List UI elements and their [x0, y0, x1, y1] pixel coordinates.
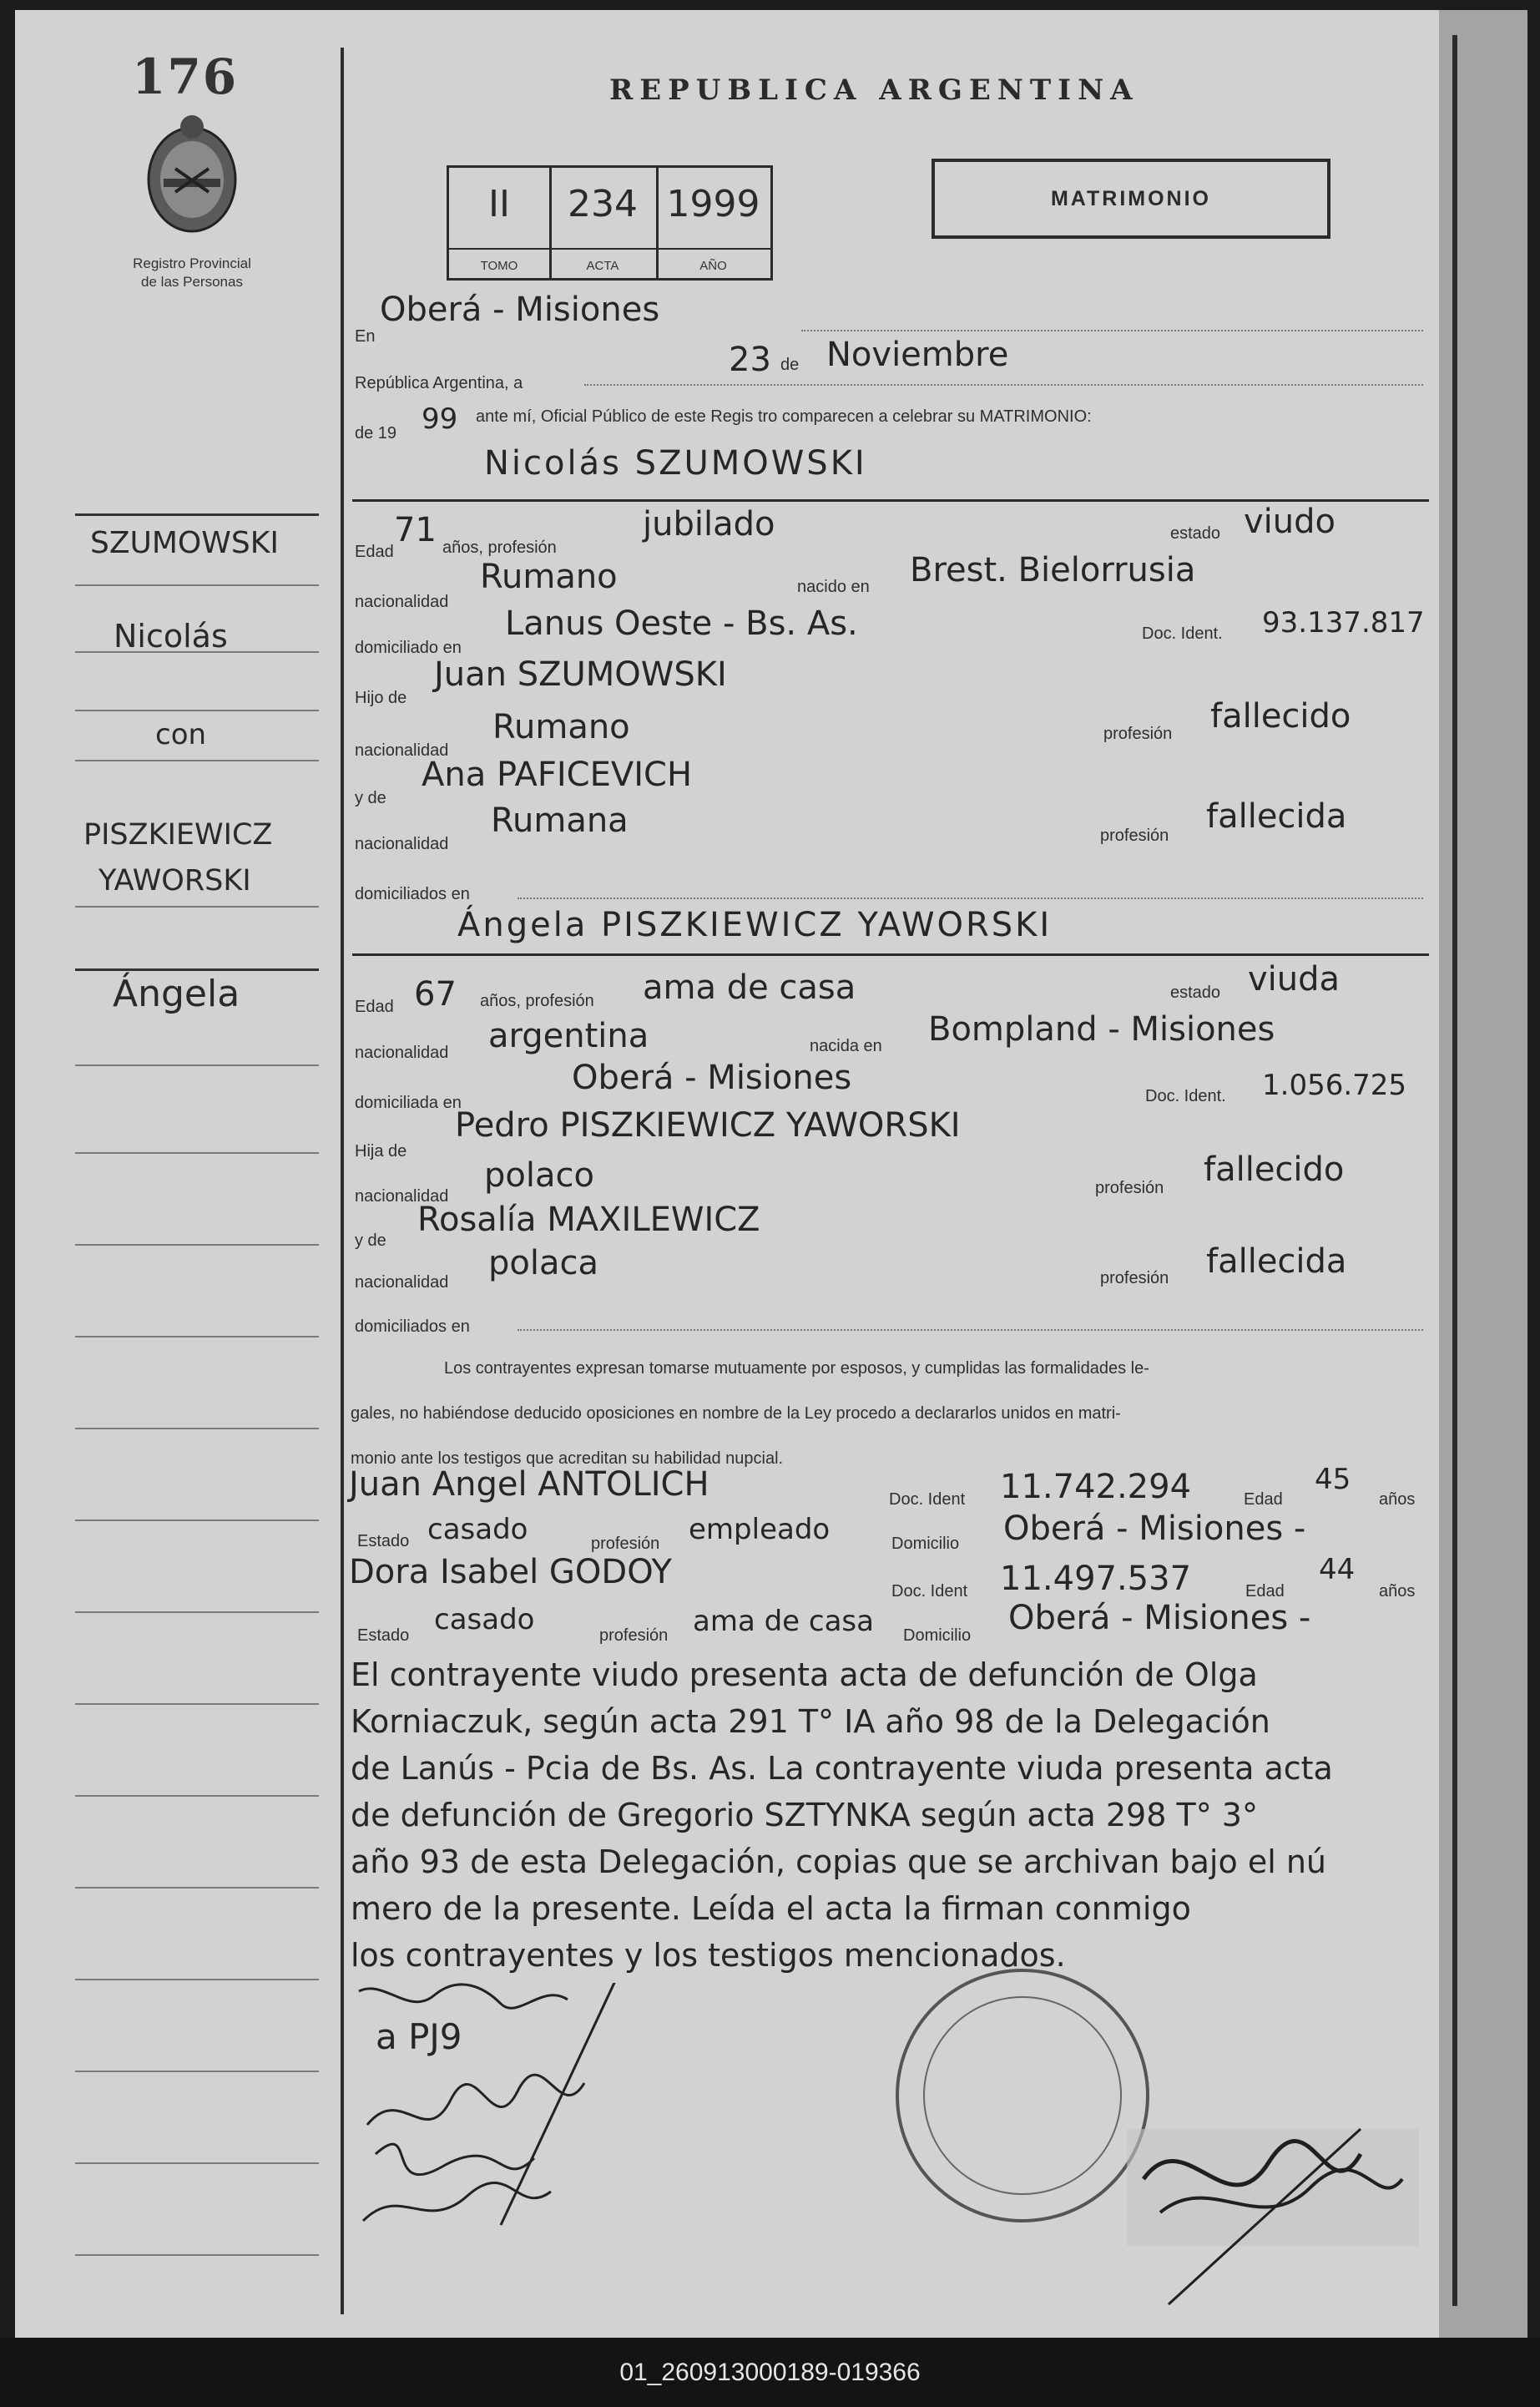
bride-profession: ama de casa	[643, 968, 856, 1007]
groom-birthplace: Brest. Bielorrusia	[910, 551, 1196, 589]
coat-of-arms-icon	[142, 109, 242, 242]
official-stamp-icon	[893, 1962, 1427, 2313]
groom-father: Juan SZUMOWSKI	[434, 655, 727, 694]
bride-name: Ángela PISZKIEWICZ YAWORSKI	[457, 906, 1053, 944]
groom-residence: Lanus Oeste - Bs. As.	[505, 604, 858, 643]
bride-age: 67	[414, 975, 457, 1014]
witness-2-profession: ama de casa	[693, 1605, 874, 1638]
signature-initials: a PJ9	[376, 2016, 462, 2057]
record-reference-box	[447, 165, 773, 281]
witness-1-doc: 11.742.294	[1000, 1468, 1192, 1506]
folio-number: 176	[132, 48, 239, 105]
groom-doc: 93.137.817	[1262, 606, 1425, 640]
bride-father-nationality: polaco	[484, 1156, 594, 1195]
record-type-box: MATRIMONIO	[932, 159, 1330, 239]
tomo-cell: II TOMO	[449, 168, 552, 278]
margin-groom-surname: SZUMOWSKI	[90, 526, 279, 560]
groom-mother-nationality: Rumana	[491, 801, 629, 840]
observations-text: El contrayente viudo presenta acta de defunción de Olga Korniaczuk, según acta 291 T° IA año 98 de la Delegación de Lanús - Pcia de Bs. As. La contrayente viuda presenta acta de defunción de Gregorio SZTYNKA según acta 298 T° 3° año 93 de esta Delegación, copias que se archivan bajo el nú mero de la presente. Leída el acta la firman conmigo los contrayentes y los testigos mencionados.	[351, 1656, 1333, 1974]
place-value: Oberá - Misiones	[380, 291, 660, 329]
bride-mother-nationality: polaca	[488, 1244, 598, 1282]
bride-mother: Rosalía MAXILEWICZ	[417, 1201, 760, 1239]
day-value: 23	[729, 341, 771, 379]
witness-1-age: 45	[1315, 1463, 1351, 1496]
margin-con: con	[155, 718, 207, 751]
year-cell: 1999 AÑO	[666, 183, 760, 273]
witness-1-profession: empleado	[689, 1513, 831, 1546]
groom-father-profession: fallecido	[1210, 697, 1351, 736]
witness-1-name: Juan Angel ANTOLICH	[349, 1465, 709, 1504]
groom-mother: Ana PAFICEVICH	[422, 756, 693, 794]
bride-residence: Oberá - Misiones	[572, 1059, 852, 1097]
witness-2-doc: 11.497.537	[1000, 1560, 1192, 1598]
witness-1-status: casado	[427, 1513, 528, 1546]
groom-age: 71	[394, 511, 437, 549]
groom-nationality: Rumano	[480, 558, 618, 596]
bride-birthplace: Bompland - Misiones	[928, 1010, 1275, 1049]
declaration-text: Los contrayentes expresan tomarse mutuamente por esposos, y cumplidas las formalidades le- gales, no habiéndose deducido oposiciones en nombre de la Ley procedo a declararlos unidos en matri- monio ante los testigos que acreditan su habilidad nupcial.	[351, 1359, 1149, 1468]
bride-father-profession: fallecido	[1204, 1150, 1345, 1189]
bride-father: Pedro PISZKIEWICZ YAWORSKI	[455, 1106, 961, 1145]
groom-father-nationality: Rumano	[492, 708, 630, 746]
bride-doc: 1.056.725	[1262, 1069, 1407, 1102]
margin-divider	[341, 48, 344, 2314]
country-heading: REPUBLICA ARGENTINA	[609, 73, 1139, 107]
margin-bride-surname-2: YAWORSKI	[98, 864, 251, 898]
groom-profession: jubilado	[643, 505, 775, 544]
witness-2-status: casado	[434, 1603, 535, 1636]
witness-2-name: Dora Isabel GODOY	[349, 1553, 672, 1591]
groom-status: viudo	[1244, 503, 1336, 541]
image-reference-footer: 01_260913000189-019366	[0, 2338, 1540, 2407]
acta-cell: 234 ACTA	[549, 168, 659, 278]
margin-bride-name: Ángela	[113, 973, 240, 1015]
month-value: Noviembre	[826, 336, 1009, 374]
witness-2-domicile: Oberá - Misiones -	[1008, 1599, 1311, 1637]
bride-nationality: argentina	[488, 1017, 649, 1055]
bride-status: viuda	[1248, 960, 1341, 999]
margin-groom-name: Nicolás	[114, 618, 228, 655]
registry-name: Registro Provincial de las Personas	[133, 255, 251, 290]
appearance-statement: ante mí, Oficial Público de este Regis tro comparecen a celebrar su MATRIMONIO:	[476, 407, 1092, 426]
bride-mother-profession: fallecida	[1206, 1242, 1347, 1281]
witness-1-domicile: Oberá - Misiones -	[1003, 1509, 1306, 1548]
groom-mother-profession: fallecida	[1206, 797, 1347, 836]
witness-2-age: 44	[1319, 1553, 1356, 1586]
binding-line	[1452, 35, 1457, 2306]
year-suffix: 99	[422, 402, 458, 436]
margin-bride-surname: PISZKIEWICZ	[83, 818, 273, 852]
groom-name: Nicolás SZUMOWSKI	[484, 444, 867, 483]
